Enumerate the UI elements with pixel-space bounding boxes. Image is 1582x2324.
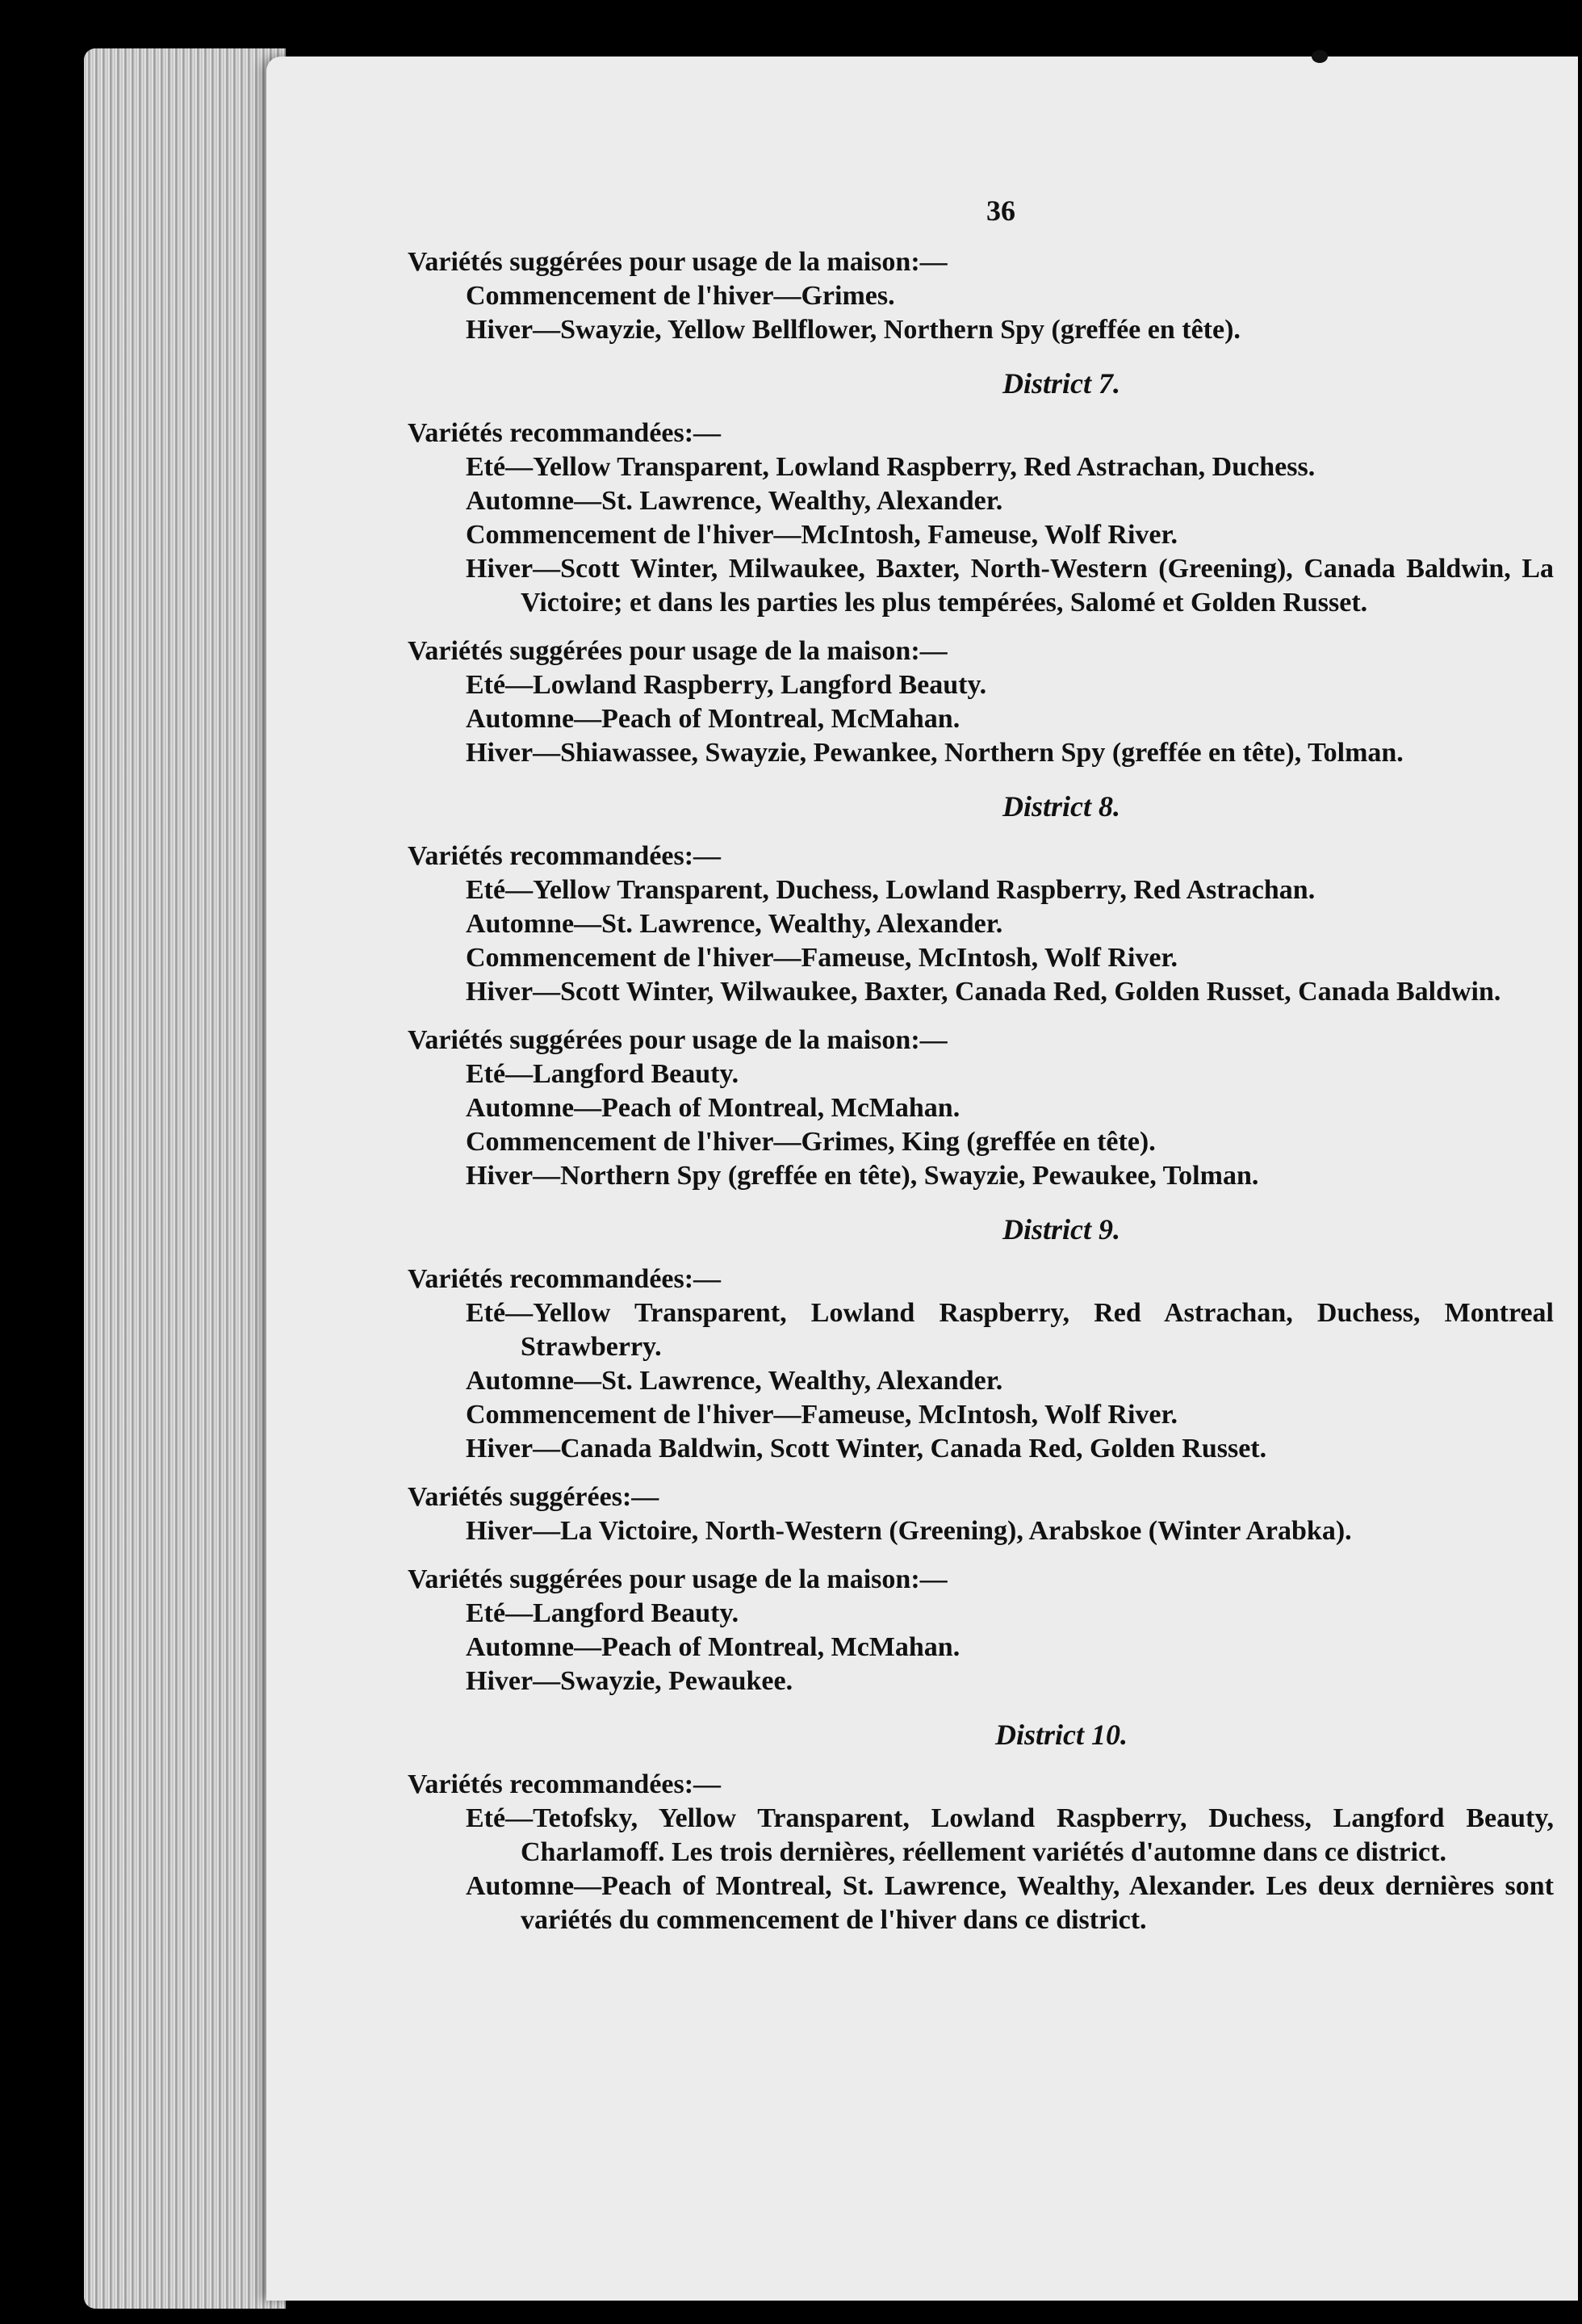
category-heading: Variétés suggérées pour usage de la maison:— xyxy=(408,636,948,666)
variety-block xyxy=(408,1262,1554,1466)
variety-block xyxy=(408,1563,1554,1698)
district-heading: District 9. xyxy=(1002,1213,1120,1246)
season-entry: Hiver—Shiawassee, Swayzie, Pewankee, Northern Spy (greffée en tête), Tolman. xyxy=(466,738,1404,768)
category-heading: Variétés suggérées pour usage de la maison:— xyxy=(408,247,948,277)
season-entry: Commencement de l'hiver—Fameuse, McIntosh, Wolf River. xyxy=(466,1400,1178,1430)
season-entry: Automne—St. Lawrence, Wealthy, Alexander. xyxy=(466,1366,1003,1396)
category-heading: Variétés recommandées:— xyxy=(408,841,722,871)
season-entry: Eté—Langford Beauty. xyxy=(466,1059,739,1089)
variety-block xyxy=(408,1024,1554,1193)
season-entry: Commencement de l'hiver—Fameuse, McIntosh, Wolf River. xyxy=(466,943,1178,973)
speck-mark xyxy=(1312,50,1328,63)
season-entry: Automne—Peach of Montreal, McMahan. xyxy=(466,1093,960,1123)
variety-block xyxy=(408,417,1554,620)
season-entry: Eté—Yellow Transparent, Lowland Raspberry, Red Astrachan, Duchess. xyxy=(466,452,1316,482)
season-entry: Eté—Langford Beauty. xyxy=(466,1598,739,1628)
variety-block xyxy=(408,1480,1554,1548)
season-entry: Hiver—Swayzie, Yellow Bellflower, Northern Spy (greffée en tête). xyxy=(466,315,1241,345)
season-entry: Hiver—Swayzie, Pewaukee. xyxy=(466,1666,793,1696)
district-heading: District 10. xyxy=(994,1719,1128,1751)
season-entry: Automne—St. Lawrence, Wealthy, Alexander. xyxy=(466,486,1003,516)
variety-block xyxy=(408,245,1554,347)
season-entry: Hiver—Northern Spy (greffée en tête), Swayzie, Pewaukee, Tolman. xyxy=(466,1161,1259,1191)
category-heading: Variétés suggérées pour usage de la maison:— xyxy=(408,1564,948,1594)
variety-block xyxy=(408,634,1554,770)
category-heading: Variétés recommandées:— xyxy=(408,418,722,448)
season-entry: Automne—Peach of Montreal, McMahan. xyxy=(466,704,960,734)
season-entry: Hiver—Scott Winter, Milwaukee, Baxter, North-Western (Greening), Canada Baldwin, La Victoire; et dans les parties les plus tempérées, Salomé et Golden Russet. xyxy=(466,554,1554,618)
season-entry: Automne—St. Lawrence, Wealthy, Alexander. xyxy=(466,909,1003,939)
district-heading: District 7. xyxy=(1002,367,1120,400)
category-heading: Variétés suggérées pour usage de la maison:— xyxy=(408,1025,948,1055)
category-heading: Variétés suggérées:— xyxy=(408,1482,659,1512)
season-entry: Eté—Yellow Transparent, Duchess, Lowland Raspberry, Red Astrachan. xyxy=(466,875,1316,905)
season-entry: Hiver—Scott Winter, Wilwaukee, Baxter, Canada Red, Golden Russet, Canada Baldwin. xyxy=(466,977,1501,1007)
variety-block xyxy=(408,1768,1554,1937)
season-entry: Commencement de l'hiver—McIntosh, Fameuse, Wolf River. xyxy=(466,520,1178,550)
season-entry: Eté—Lowland Raspberry, Langford Beauty. xyxy=(466,670,987,700)
season-entry: Automne—Peach of Montreal, McMahan. xyxy=(466,1632,960,1662)
page-stack-edge xyxy=(84,48,286,2309)
season-entry: Eté—Yellow Transparent, Lowland Raspberry, Red Astrachan, Duchess, Montreal Strawberry. xyxy=(466,1298,1554,1362)
season-entry: Hiver—Canada Baldwin, Scott Winter, Canada Red, Golden Russet. xyxy=(466,1434,1267,1463)
season-entry: Commencement de l'hiver—Grimes, King (greffée en tête). xyxy=(466,1127,1156,1157)
page-number: 36 xyxy=(986,195,1015,227)
sections xyxy=(408,245,1554,1937)
book-page xyxy=(266,57,1578,2301)
page-text xyxy=(408,194,1554,1952)
category-heading: Variétés recommandées:— xyxy=(408,1264,722,1294)
category-heading: Variétés recommandées:— xyxy=(408,1769,722,1799)
season-entry: Commencement de l'hiver—Grimes. xyxy=(466,281,895,311)
season-entry: Eté—Tetofsky, Yellow Transparent, Lowland Raspberry, Duchess, Langford Beauty, Charlamoff. Les trois dernières, réellement variétés d'automne dans ce district. xyxy=(466,1803,1554,1867)
variety-block xyxy=(408,840,1554,1009)
district-heading: District 8. xyxy=(1002,790,1120,823)
season-entry: Automne—Peach of Montreal, St. Lawrence, Wealthy, Alexander. Les deux dernières sont variétés du commencement de l'hiver dans ce district. xyxy=(466,1871,1554,1935)
season-entry: Hiver—La Victoire, North-Western (Greening), Arabskoe (Winter Arabka). xyxy=(466,1516,1352,1546)
